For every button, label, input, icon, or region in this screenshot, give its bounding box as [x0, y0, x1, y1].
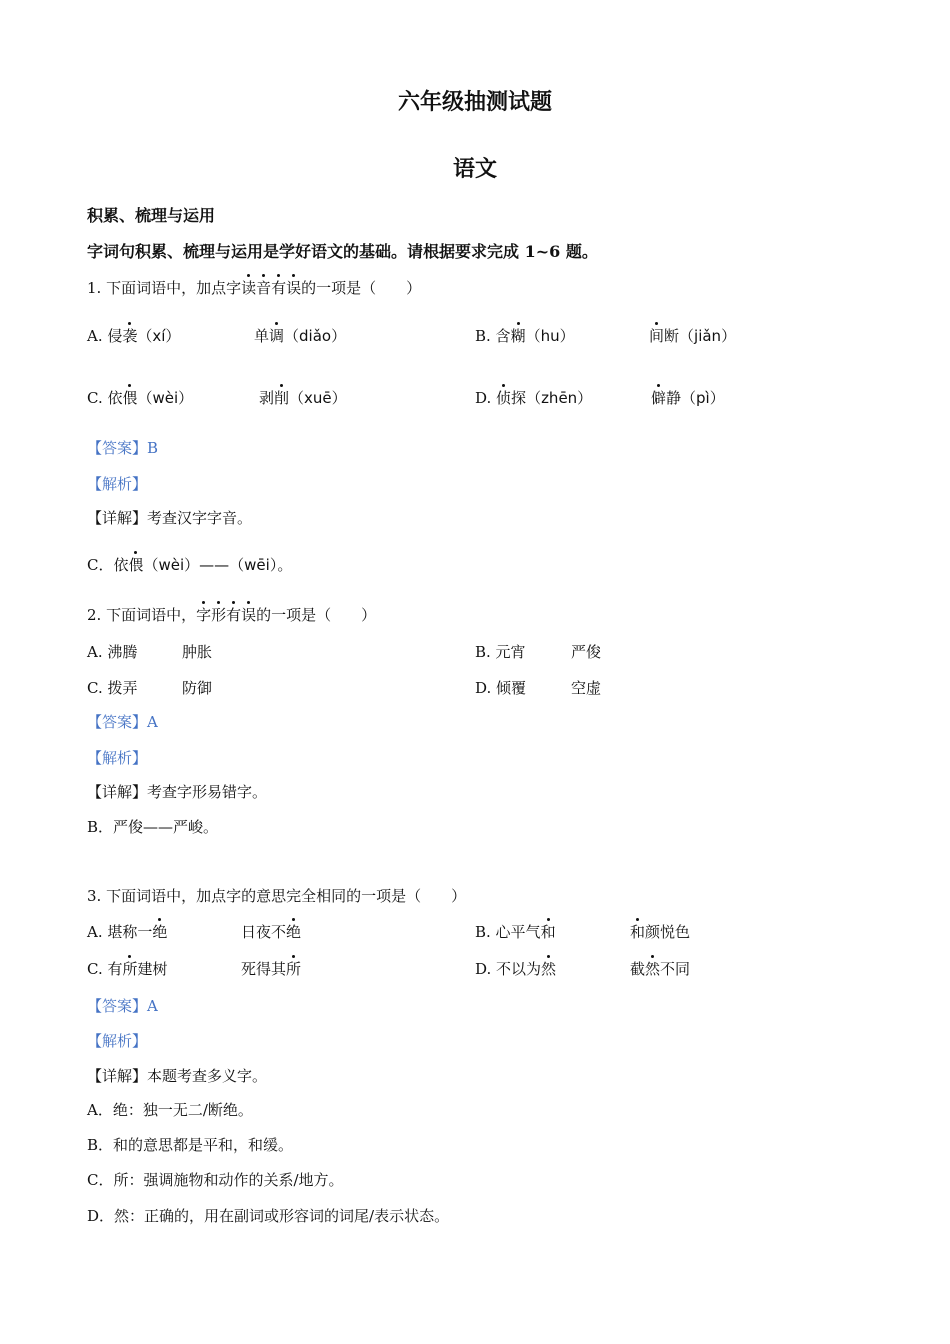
- q1-option-c1: C. 依偎（wèi）: [87, 389, 194, 407]
- q2-analysis-label: 【解析】: [87, 749, 148, 767]
- q1-stem-dot-1: 读: [241, 279, 257, 297]
- q3-explain-d: D．然：正确的，用在副词或形容词的词尾/表示状态。: [87, 1207, 450, 1225]
- q1-explain: C．依偎（wèi）——（wēi）。: [87, 556, 293, 574]
- q3-stem: 3. 下面词语中，加点字的意思完全相同的一项是（ ）: [87, 887, 467, 905]
- q2-stem-dot-3: 有: [226, 606, 242, 624]
- q1-option-d2: 僻静（pì）: [651, 389, 725, 407]
- q2-option-a2: 肿胀: [182, 643, 213, 661]
- q3-option-d1: D. 不以为然: [475, 960, 557, 978]
- q1-option-d1: D. 侦探（zhēn）: [475, 389, 593, 407]
- q1-stem: [87, 278, 421, 298]
- q2-option-c2: 防御: [182, 679, 213, 697]
- q3-explain-a: A．绝：独一无二/断绝。: [87, 1101, 253, 1119]
- section-heading: 积累、梳理与运用: [87, 206, 216, 225]
- q1-option-b2: 间断（jiǎn）: [649, 327, 737, 345]
- q2-option-c1: C. 拨弄: [87, 679, 138, 697]
- q1-analysis-label: 【解析】: [87, 475, 148, 493]
- q2-stem-dot-2: 形: [211, 606, 227, 624]
- q1-option-b1: B. 含糊（hu）: [475, 327, 575, 345]
- q3-option-a2: 日夜不绝: [241, 923, 302, 941]
- q3-answer: 【答案】A: [87, 997, 158, 1015]
- q2-option-d1: D. 倾覆: [475, 679, 527, 697]
- q1-stem-dot-3: 有: [271, 279, 287, 297]
- q2-option-d2: 空虚: [571, 679, 602, 697]
- q3-explain-c: C．所：强调施物和动作的关系/地方。: [87, 1171, 344, 1189]
- q1-answer: 【答案】B: [87, 439, 159, 457]
- q3-detail: 【详解】本题考查多义字。: [87, 1067, 268, 1085]
- q2-explain: B．严俊——严峻。: [87, 818, 219, 836]
- q3-option-d2: 截然不同: [630, 960, 691, 978]
- q2-option-b1: B. 元宵: [475, 643, 526, 661]
- q1-stem-dot-2: 音: [256, 279, 272, 297]
- q3-option-b1: B. 心平气和: [475, 923, 556, 941]
- q3-option-c1: C. 有所建树: [87, 960, 168, 978]
- q1-stem-dot-4: 误: [286, 279, 302, 297]
- q1-detail: 【详解】考查汉字字音。: [87, 509, 253, 527]
- subject-title: 语文: [452, 156, 497, 182]
- q2-stem-dot-1: 字: [196, 606, 212, 624]
- q2-option-a1: A. 沸腾: [87, 643, 138, 661]
- q3-option-b2: 和颜悦色: [630, 923, 691, 941]
- q3-analysis-label: 【解析】: [87, 1032, 148, 1050]
- q1-option-a1: A. 侵袭（xí）: [87, 327, 181, 345]
- q1-stem-pre: 1. 下面词语中，加点字: [87, 279, 242, 297]
- q2-stem-dot-4: 误: [241, 606, 257, 624]
- q3-option-c2: 死得其所: [241, 960, 302, 978]
- section-intro: 字词句积累、梳理与运用是学好语文的基础。请根据要求完成 1~6 题。: [87, 242, 598, 261]
- q3-option-a1: A. 堪称一绝: [87, 923, 168, 941]
- q1-option-a2: 单调（diǎo）: [254, 327, 347, 345]
- exam-title: 六年级抽测试题: [397, 89, 552, 115]
- q1-option-c2: 剥削（xuē）: [259, 389, 347, 407]
- q2-stem: 2. 下面词语中，字形有误的一项是（ ）: [87, 606, 377, 624]
- q2-option-b2: 严俊: [571, 643, 602, 661]
- q2-detail: 【详解】考查字形易错字。: [87, 783, 268, 801]
- q2-answer: 【答案】A: [87, 713, 158, 731]
- q1-stem-post: 的一项是（ ）: [301, 279, 422, 297]
- q3-explain-b: B．和的意思都是平和，和缓。: [87, 1136, 294, 1154]
